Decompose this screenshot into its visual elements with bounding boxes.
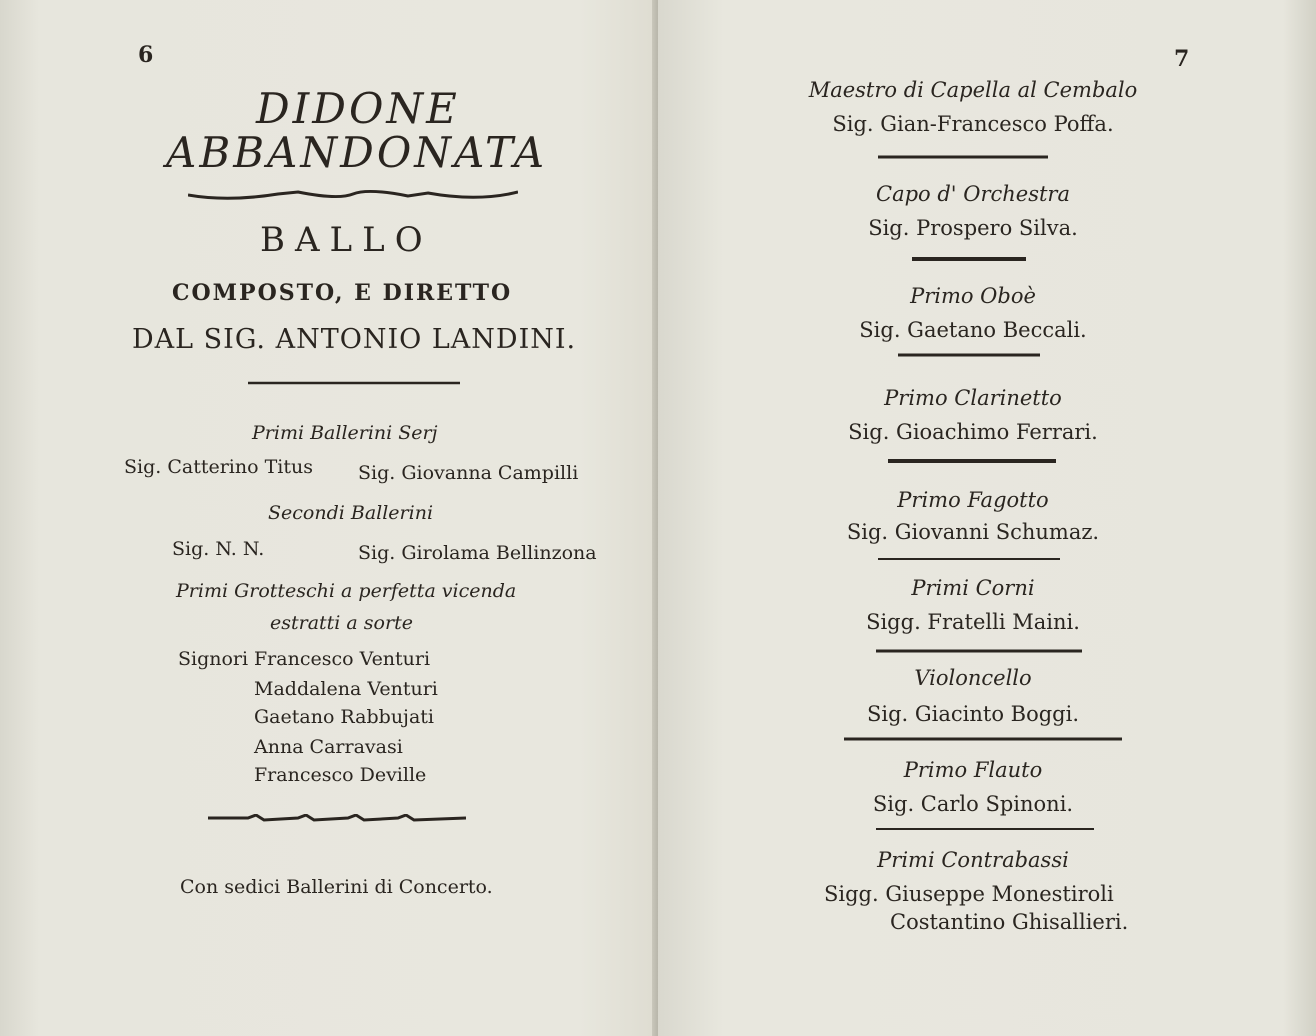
grotteschi-name: Gaetano Rabbujati xyxy=(254,706,434,728)
role-heading: Primo Fagotto xyxy=(897,488,1049,512)
secondi-right: Sig. Girolama Bellinzona xyxy=(358,542,597,564)
role-heading: Primo Clarinetto xyxy=(884,386,1062,410)
ornament-divider xyxy=(876,648,1082,654)
ornament-divider xyxy=(876,826,1094,832)
primi-ballerini-left: Sig. Catterino Titus xyxy=(124,456,313,478)
secondi-heading: Secondi Ballerini xyxy=(268,502,434,524)
title-line-1: DIDONE xyxy=(256,84,460,133)
primi-ballerini-right: Sig. Giovanna Campilli xyxy=(358,462,579,484)
page-number-right: 7 xyxy=(1174,46,1190,72)
musician-name: Sig. Giovanni Schumaz. xyxy=(846,520,1100,544)
title-line-2: ABBANDONATA xyxy=(166,128,548,177)
ornament-divider xyxy=(878,154,1048,160)
right-page xyxy=(658,0,1316,1036)
grotteschi-heading-2: estratti a sorte xyxy=(270,612,413,634)
grotteschi-heading-1: Primi Grotteschi a perfetta vicenda xyxy=(176,580,517,602)
ornament-divider xyxy=(888,458,1056,464)
role-heading: Violoncello xyxy=(914,666,1032,690)
ornament-divider xyxy=(188,188,518,202)
musician-name: Sig. Giacinto Boggi. xyxy=(866,702,1080,726)
ornament-divider xyxy=(878,556,1060,562)
secondi-left: Sig. N. N. xyxy=(172,538,265,560)
musician-name: Sigg. Giuseppe Monestiroli xyxy=(824,882,1114,906)
grotteschi-name: Anna Carravasi xyxy=(254,736,403,758)
grotteschi-name: Maddalena Venturi xyxy=(254,678,438,700)
ballo-heading: BALLO xyxy=(260,220,433,260)
composto-line: COMPOSTO, E DIRETTO xyxy=(172,280,513,306)
grotteschi-name: Francesco Deville xyxy=(254,764,427,786)
footer-line: Con sedici Ballerini di Concerto. xyxy=(180,876,493,898)
musician-name: Sig. Gian-Francesco Poffa. xyxy=(832,112,1114,136)
role-heading: Primo Flauto xyxy=(903,758,1043,782)
role-heading: Primi Contrabassi xyxy=(877,848,1069,872)
page-number-left: 6 xyxy=(138,42,154,68)
signori-label: Signori xyxy=(178,648,249,670)
ornament-divider xyxy=(912,256,1026,262)
musician-name: Sig. Prospero Silva. xyxy=(868,216,1078,240)
role-heading: Capo d' Orchestra xyxy=(876,182,1070,206)
role-heading: Maestro di Capella al Cembalo xyxy=(808,78,1138,102)
musician-name: Sig. Gioachimo Ferrari. xyxy=(848,420,1098,444)
musician-name-line-2: Costantino Ghisallieri. xyxy=(890,910,1129,934)
grotteschi-name: Francesco Venturi xyxy=(254,648,431,670)
role-heading: Primo Oboè xyxy=(910,284,1036,308)
musician-name: Sigg. Fratelli Maini. xyxy=(866,610,1080,634)
primi-ballerini-heading: Primi Ballerini Serj xyxy=(252,422,438,444)
role-heading: Primi Corni xyxy=(911,576,1035,600)
dal-line: DAL SIG. ANTONIO LANDINI. xyxy=(132,324,577,355)
ornament-divider xyxy=(208,814,466,822)
ornament-divider xyxy=(248,380,460,386)
ornament-divider xyxy=(898,352,1040,358)
ornament-divider xyxy=(844,736,1122,742)
musician-name: Sig. Gaetano Beccali. xyxy=(859,318,1087,342)
musician-name: Sig. Carlo Spinoni. xyxy=(872,792,1074,816)
